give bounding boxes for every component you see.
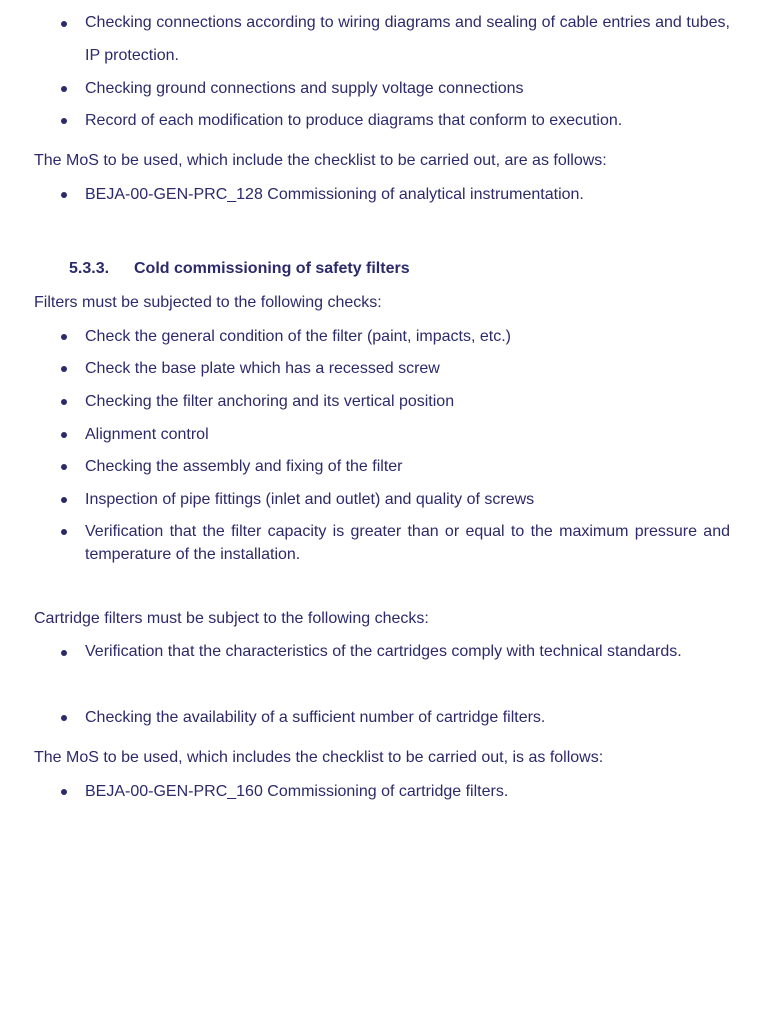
list-item-text: Checking connections according to wiring diagrams and sealing of cable entries and tubes, IP protection. — [85, 14, 730, 64]
bullet-icon — [61, 497, 67, 503]
section-number: 5.3.3. — [69, 260, 110, 277]
bullet-icon — [61, 789, 67, 795]
bullet-icon — [61, 192, 67, 198]
bullet-icon — [61, 21, 67, 27]
bullet-icon — [61, 650, 67, 656]
bullet-icon — [61, 399, 67, 405]
bullet-icon — [61, 366, 67, 372]
list-item-text: Alignment control — [85, 426, 209, 443]
list-item-text: Checking ground connections and supply voltage connections — [85, 80, 524, 97]
filters-intro-paragraph: Filters must be subjected to the following checks: — [34, 294, 382, 311]
bullet-icon — [61, 334, 67, 340]
list-item-text: Checking the filter anchoring and its vertical position — [85, 393, 455, 410]
list-item-text: Checking the assembly and fixing of the filter — [85, 458, 403, 475]
list-item-text: Record of each modification to produce diagrams that conform to execution. — [85, 112, 623, 129]
section-title: Cold commissioning of safety filters — [134, 260, 410, 277]
list-item-text: Verification that the characteristics of the cartridges comply with technical standards. — [85, 643, 682, 660]
bullet-icon — [61, 118, 67, 124]
bullet-icon — [61, 86, 67, 92]
mos-intro-paragraph: The MoS to be used, which includes the checklist to be carried out, is as follows: — [34, 749, 604, 766]
bullet-icon — [61, 432, 67, 438]
list-item-text: Check the base plate which has a recessed screw — [85, 360, 440, 377]
bullet-icon — [61, 529, 67, 535]
bullet-icon — [61, 464, 67, 470]
list-item-text: BEJA-00-GEN-PRC_160 Commissioning of cartridge filters. — [85, 783, 509, 800]
list-item-text: Inspection of pipe fittings (inlet and outlet) and quality of screws — [85, 491, 535, 508]
cartridge-intro-paragraph: Cartridge filters must be subject to the following checks: — [34, 610, 429, 627]
mos-intro-paragraph: The MoS to be used, which include the checklist to be carried out, are as follows: — [34, 152, 607, 169]
list-item-text: BEJA-00-GEN-PRC_128 Commissioning of analytical instrumentation. — [85, 186, 584, 203]
list-item-text: Check the general condition of the filter (paint, impacts, etc.) — [85, 328, 511, 345]
section-heading — [69, 258, 410, 280]
list-item-text: Verification that the filter capacity is greater than or equal to the maximum pressure and temperature of the installation. — [85, 523, 730, 563]
bullet-icon — [61, 715, 67, 721]
list-item-text: Checking the availability of a sufficient number of cartridge filters. — [85, 709, 546, 726]
